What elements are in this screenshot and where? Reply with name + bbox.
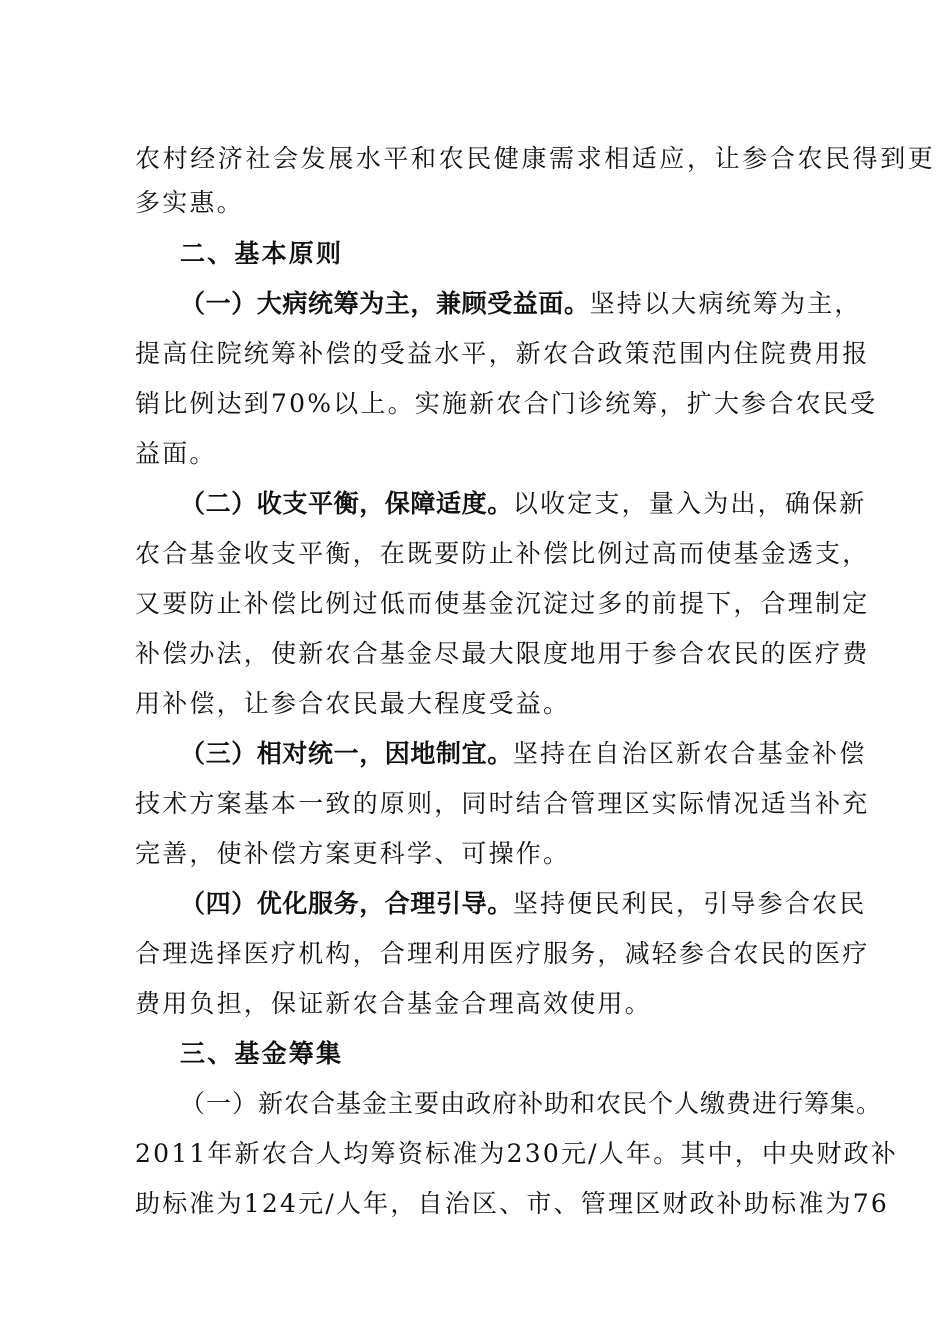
paragraph-line: 农村经济社会发展水平和农民健康需求相适应，让参合农民得到更 (135, 144, 936, 173)
section-heading: 三、基金筹集 (180, 1039, 344, 1068)
paragraph-line: 提高住院统筹补偿的受益水平，新农合政策范围内住院费用报 (135, 339, 870, 368)
paragraph-line (180, 484, 867, 524)
paragraph-line (180, 284, 862, 324)
paragraph-text: 以收定支，量入为出，确保新 (512, 489, 867, 518)
paragraph-line: 农合基金收支平衡，在既要防止补偿比例过高而使基金透支， (135, 539, 870, 568)
paragraph-line (180, 884, 867, 924)
subsection-heading: （四）优化服务，合理引导。 (180, 889, 513, 918)
paragraph-line: 用补偿，让参合农民最大程度受益。 (135, 689, 571, 718)
paragraph-line: 多实惠。 (135, 188, 244, 217)
paragraph-line: 益面。 (135, 439, 217, 468)
paragraph-line: 又要防止补偿比例过低而使基金沉淀过多的前提下，合理制定 (135, 589, 870, 618)
paragraph-line (180, 734, 867, 774)
paragraph-line: 销比例达到70%以上。实施新农合门诊统筹，扩大参合农民受 (135, 389, 878, 418)
paragraph-text: 坚持以大病统筹为主， (589, 289, 862, 318)
paragraph-line: 2011年新农合人均筹资标准为230元/人年。其中，中央财政补 (135, 1139, 898, 1168)
paragraph-line: 完善，使补偿方案更科学、可操作。 (135, 839, 571, 868)
paragraph-line: 合理选择医疗机构，合理利用医疗服务，减轻参合农民的医疗 (135, 939, 870, 968)
paragraph-line: 费用负担，保证新农合基金合理高效使用。 (135, 989, 652, 1018)
subsection-heading: （三）相对统一，因地制宜。 (180, 739, 513, 768)
paragraph-line: （一）新农合基金主要由政府补助和农民个人缴费进行筹集。 (180, 1089, 883, 1118)
paragraph-text: 坚持在自治区新农合基金补偿 (512, 739, 867, 768)
subsection-heading: （一）大病统筹为主，兼顾受益面。 (180, 289, 590, 318)
section-heading: 二、基本原则 (180, 239, 344, 268)
paragraph-line: 助标准为124元/人年，自治区、市、管理区财政补助标准为76 (135, 1189, 889, 1218)
paragraph-line: 技术方案基本一致的原则，同时结合管理区实际情况适当补充 (135, 789, 870, 818)
paragraph-text: 坚持便民利民，引导参合农民 (512, 889, 867, 918)
paragraph-line: 补偿办法，使新农合基金尽最大限度地用于参合农民的医疗费 (135, 639, 870, 668)
subsection-heading: （二）收支平衡，保障适度。 (180, 489, 513, 518)
